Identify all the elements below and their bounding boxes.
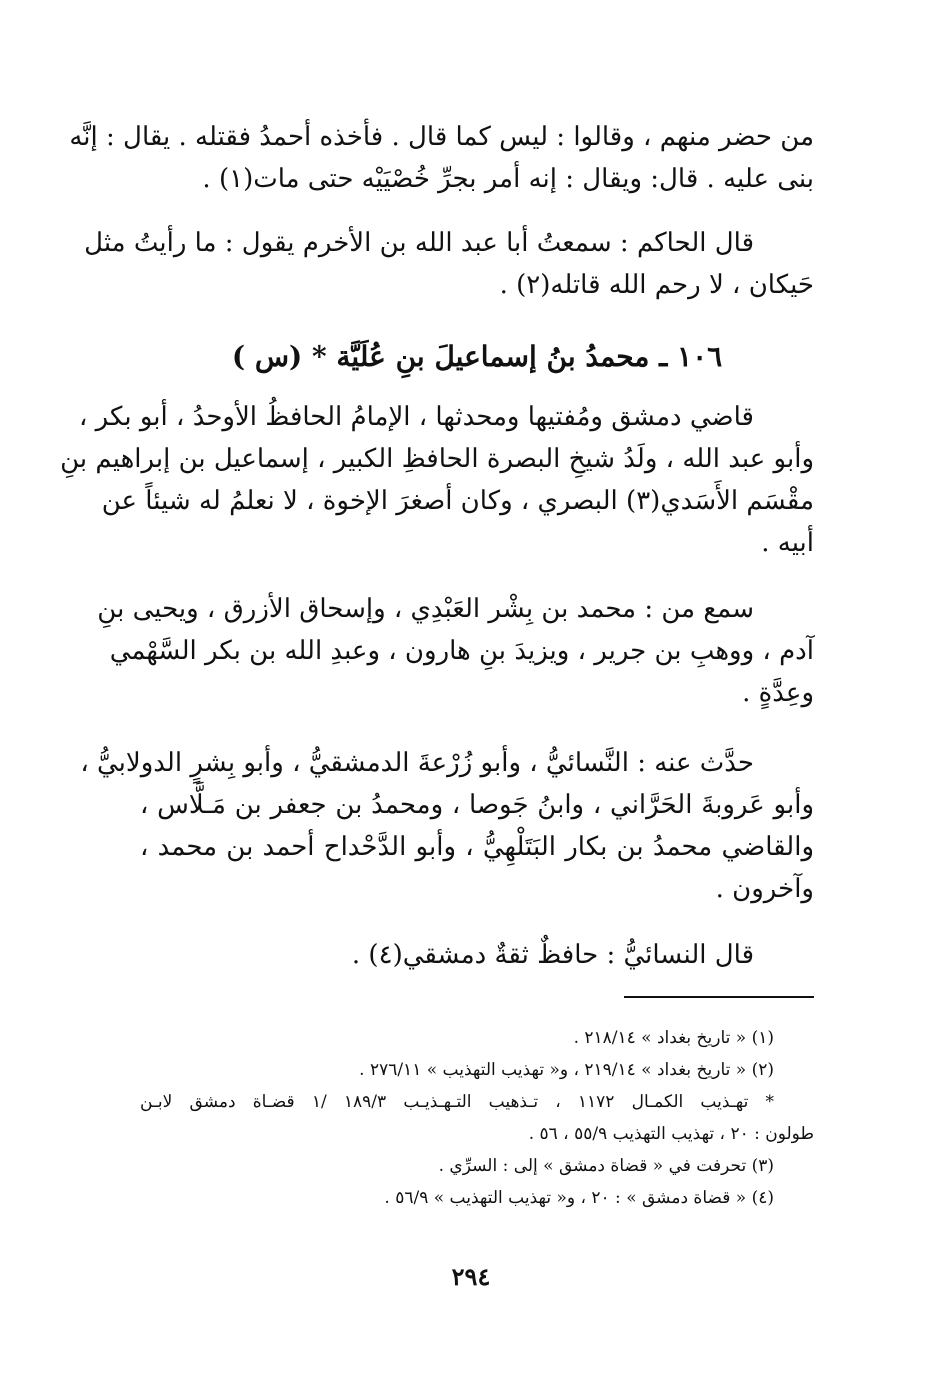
- footnote: (١) « تاريخ بغداد » ٢١٨/١٤ .: [573, 1028, 774, 1048]
- students-paragraph: [80, 742, 814, 910]
- footnote: (٤) « قضاة دمشق » : ٢٠ ، و« تهذيب التهذيب » ٥٦/٩ .: [384, 1188, 774, 1208]
- footnote: (٢) « تاريخ بغداد » ٢١٩/١٤ ، و« تهذيب التهذيب » ٢٧٦/١١ .: [359, 1060, 774, 1080]
- text-line: وعِدَّةٍ .: [742, 678, 814, 708]
- text-line: وأبو عَروبةَ الحَرَّاني ، وابنُ جَوصا ، ومحمدُ بن جعفر بن مَـلَّاس ،: [140, 790, 814, 820]
- nasai-quote-paragraph: [140, 934, 814, 976]
- entry-heading: ١٠٦ ـ محمدُ بنُ إسماعيلَ بنِ عُلَيَّة * (س ): [231, 340, 723, 373]
- page-number: ٢٩٤: [451, 1262, 491, 1291]
- text-line: حدَّث عنه : النَّسائيُّ ، وأبو زُرْعةَ الدمشقيُّ ، وأبو بِشرٍ الدولابيُّ ،: [80, 748, 754, 778]
- footnote-divider: [624, 996, 814, 998]
- footnotes: [140, 1022, 814, 1214]
- text-line: قال الحاكم : سمعتُ أبا عبد الله بن الأخرم يقول : ما رأيتُ مثل: [84, 228, 754, 258]
- text-line: حَيكان ، لا رحم الله قاتله(٢) .: [499, 270, 814, 300]
- hakim-quote-paragraph: [84, 222, 814, 306]
- text-line: بنى عليه . قال: ويقال : إنه أمر بجرِّ خُصْيَيْه حتى مات(١) .: [202, 164, 814, 194]
- footnote: طولون : ٢٠ ، تهذيب التهذيب ٥٥/٩ ، ٥٦ .: [528, 1124, 814, 1144]
- biography-paragraph: [60, 396, 814, 564]
- text-line: مقْسَم الأَسَدي(٣) البصري ، وكان أصغرَ الإخوة ، لا نعلمُ له شيئاً عن: [101, 486, 814, 516]
- text-line: والقاضي محمدُ بن بكار البَتَلْهِيُّ ، وأبو الدَّحْداح أحمد بن محمد ،: [140, 832, 814, 862]
- footnote: * تهـذيب الكمـال ١١٧٢ ، تـذهيب التـهـذيـب ١٨٩/٣ /١ قضـاة دمشق لابـن: [140, 1092, 774, 1112]
- text-line: آدم ، ووهبِ بن جرير ، ويزيدَ بنِ هارون ، وعبدِ الله بن بكر السَّهْمي: [109, 636, 814, 666]
- text-line: قاضي دمشق ومُفتيها ومحدثها ، الإمامُ الحافظُ الأوحدُ ، أبو بكر ،: [79, 402, 754, 432]
- teachers-paragraph: [97, 588, 814, 714]
- text-line: وآخرون .: [715, 874, 814, 904]
- opening-paragraph: [69, 116, 814, 200]
- text-line: وأبو عبد الله ، ولَدُ شيخِ البصرة الحافظِ الكبير ، إسماعيل بن إبراهيم بنِ: [60, 444, 814, 474]
- text-line: أبيه .: [761, 528, 814, 558]
- text-line: قال النسائيُّ : حافظٌ ثقةٌ دمشقي(٤) .: [351, 940, 754, 970]
- text-line: سمع من : محمد بن بِشْر العَبْدِي ، وإسحاق الأزرق ، ويحيى بنِ: [97, 594, 754, 624]
- footnote: (٣) تحرفت في « قضاة دمشق » إلى : السرِّي .: [438, 1156, 774, 1176]
- text-line: من حضر منهم ، وقالوا : ليس كما قال . فأخذه أحمدُ فقتله . يقال : إنَّه: [69, 122, 814, 152]
